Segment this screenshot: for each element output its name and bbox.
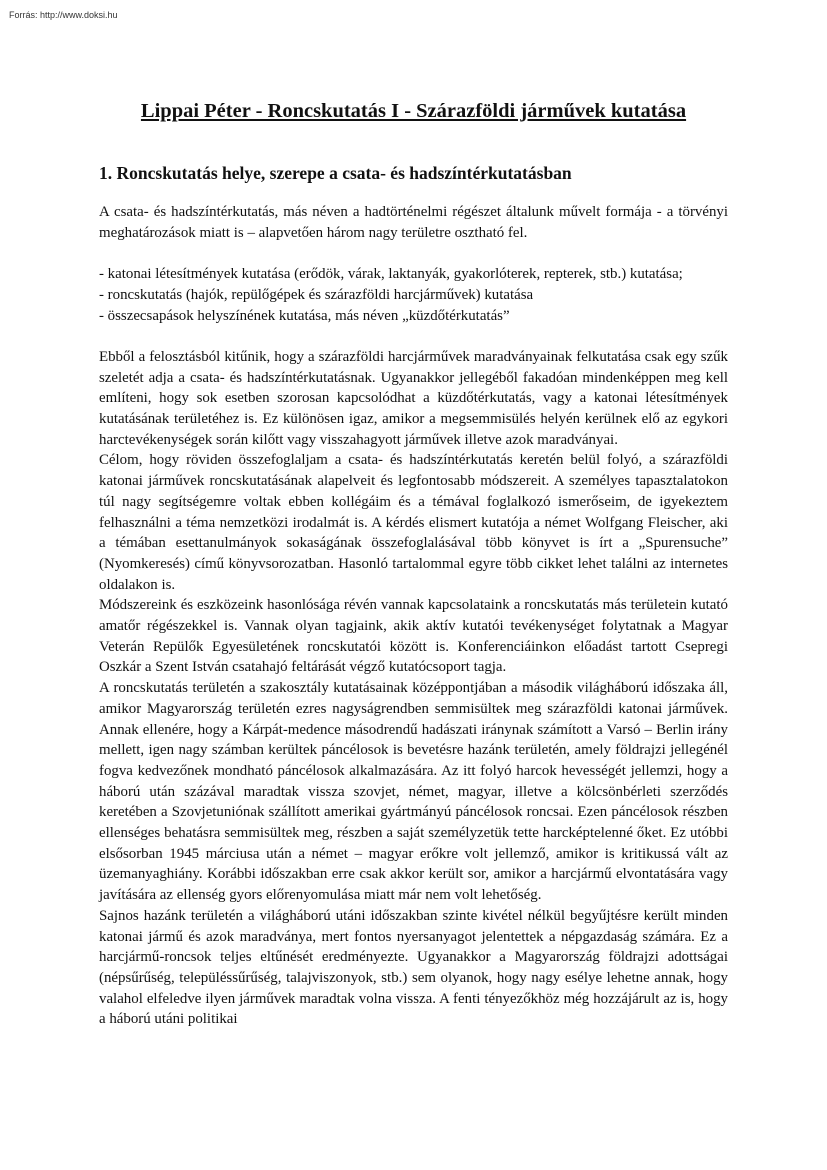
category-list (99, 264, 728, 326)
source-note: Forrás: http://www.doksi.hu (9, 10, 118, 20)
list-item: - katonai létesítmények kutatása (erődök, várak, laktanyák, gyakorlóterek, repterek, stb.) kutatása; (99, 266, 683, 283)
list-item: - roncskutatás (hajók, repülőgépek és szárazföldi harcjárművek) kutatása (99, 286, 534, 303)
body-paragraph: Célom, hogy röviden összefoglaljam a csata- és hadszíntérkutatás keretén belül folyó, a szárazföldi katonai járművek roncskutatásának alapelveit és legfontosabb módszereit. A személyes tapasztalatokon túl nagy segítségemre voltak ebben kollégáim és a témával foglalkozó ismerőseim, de igyekeztem felhasználni a téma nemzetközi irodalmát is. A kérdés elismert kutatója a német Wolfgang Fleischer, aki a témában esettanulmányok sokaságának összefoglalásával több könyvet is írt a „Spurensuche” (Nyomkeresés) című könyvsorozatban. Hasonló tartalommal egyre több cikket lehet találni az internetes oldalakon is. (99, 452, 728, 593)
body-paragraph: Módszereink és eszközeink hasonlósága révén vannak kapcsolataink a roncskutatás más területein kutató amatőr régészekkel is. Vannak olyan tagjaink, akik aktív kutatói tevékenységet folytatnak a Magyar Veterán Repülők Egyesületének roncskutatói között is. Konferenciáinkon előadást tartott Csepregi Oszkár a Szent István csatahajó feltárását végző kutatócsoport tagja. (99, 597, 728, 676)
body-paragraph: A roncskutatás területén a szakosztály kutatásainak középpontjában a második világháború időszaka áll, amikor Magyarország területén ezres nagyságrendben semmisültek meg szárazföldi katonai járművek. Annak ellenére, hogy a Kárpát-medence másodrendű hadászati iránynak számított a Varsó – Berlin irány mellett, igen nagy számban kerültek páncélosok is bevetésre hazánk területén, amely földrajzi jellegénél fogva kedvezőnek mondható páncélosok alkalmazására. Az itt folyó harcok hevességét jellemzi, hogy a háború után százával maradtak vissza szovjet, német, magyar, illetve a kölcsönbérleti szerződés keretében a Szovjetuniónak szállított amerikai gyártmányú páncélosok roncsai. Ezen páncélosok részben ellenséges behatásra semmisültek meg, részben a saját személyzetük tette harcképtelenné őket. Ez utóbbi elsősorban 1945 márciusa után a német – magyar erőkre volt jellemző, amikor is kritikussá vált az üzemanyaghiány. Korábbi időszakban erre csak akkor került sor, amikor a harcjármű elvontatására vagy javítására az ellenség gyors előrenyomulása miatt már nem volt lehetőség. (99, 680, 728, 904)
section-heading: 1. Roncskutatás helye, szerepe a csata- és hadszíntérkutatásban (99, 163, 572, 183)
list-item: - összecsapások helyszínének kutatása, más néven „küzdőtérkutatás” (99, 307, 510, 324)
document-title: Lippai Péter - Roncskutatás I - Szárazföldi járművek kutatása (140, 100, 687, 122)
body-paragraph: Ebből a felosztásból kitűnik, hogy a szárazföldi harcjárművek maradványainak felkutatása csak egy szűk szeletét adja a csata- és hadszíntérkutatásnak. Ugyanakkor jellegéből fakadóan mindenképpen meg kell említeni, hogy sok esetben szorosan kapcsolódhat a küzdőtérkutatás, vagy a katonai létesítmények kutatásának területéhez is. Ez különösen igaz, amikor a megsemmisülés helyén kerülnek elő az egykori harctevékenységek során kilőtt vagy visszahagyott járművek illetve azok maradványai. (99, 348, 728, 448)
body-paragraph: Sajnos hazánk területén a világháború utáni időszakban szinte kivétel nélkül begyűjtésre került minden katonai jármű és azok maradványa, mert fontos nyersanyagot jelentettek a népgazdaság számára. Ez a harcjármű-roncsok teljes eltűnését eredményezte. Ugyanakkor a Magyarország földrajzi adottságai (népsűrűség, településsűrűség, talajviszonyok, stb.) sem olyanok, hogy nagy esélye lehetne annak, hogy valahol elfeledve ilyen járművek maradtak volna vissza. A fenti tényezőkhöz még hozzájárult az is, hogy a háború utáni politikai (99, 907, 728, 1028)
intro-paragraph: A csata- és hadszíntérkutatás, más néven a hadtörténelmi régészet általunk művelt formája - a törvényi meghatározások miatt is – alapvetően három nagy területre osztható fel. (99, 204, 728, 241)
document-body (99, 202, 728, 1030)
